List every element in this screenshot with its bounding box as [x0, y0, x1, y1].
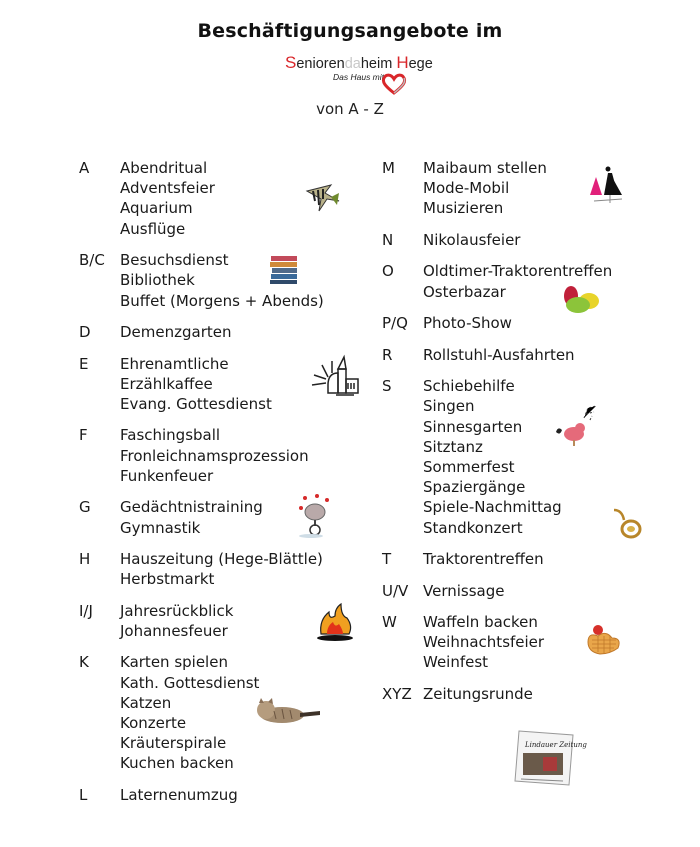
letter-group [79, 425, 324, 486]
letter-group [382, 684, 612, 704]
activity-item: Sitztanz [423, 437, 483, 456]
activity-item: Faschingsball [120, 426, 221, 445]
activity-list [423, 684, 533, 704]
activity-list [120, 549, 323, 589]
activity-item: Rollstuhl-Ausfahrten [423, 345, 575, 364]
activity-item: Standkonzert [423, 518, 523, 537]
kitten-icon [252, 697, 322, 727]
activity-item: Abendritual [120, 159, 208, 177]
activity-item: Aquarium [120, 199, 193, 218]
activity-item: Nikolausfeier [423, 230, 521, 249]
letter-label: H [79, 550, 91, 569]
letter-label: S [382, 377, 392, 396]
juggling-brain-icon [297, 494, 333, 538]
angelfish-icon [305, 183, 341, 213]
activity-item: Gedächtnistraining [120, 498, 263, 517]
activity-list [120, 601, 233, 641]
letter-label: I/J [79, 601, 93, 620]
letter-group [382, 345, 612, 365]
letter-group [382, 612, 612, 673]
letter-group [79, 549, 324, 589]
letter-group [79, 601, 324, 641]
activity-list [423, 313, 512, 333]
activity-item: Johannesfeuer [120, 621, 228, 640]
letter-label: T [382, 550, 392, 569]
activity-item: Sommerfest [423, 457, 515, 476]
activity-item: Besuchsdienst [120, 251, 229, 270]
letter-label: P/Q [382, 314, 408, 333]
fashion-mannequins-icon [586, 165, 626, 205]
activity-item: Konzerte [120, 714, 187, 733]
activity-item: Karten spielen [120, 653, 228, 672]
activity-item: Demenzgarten [120, 323, 232, 342]
activity-item: Evang. Gottesdienst [120, 394, 272, 413]
letter-group [382, 158, 612, 219]
activity-item: Buffet (Morgens + Abends) [120, 291, 324, 310]
letter-group [382, 230, 612, 250]
activity-item: Oldtimer-Traktorentreffen [423, 262, 613, 281]
letter-label: O [382, 262, 394, 281]
church-icon [310, 355, 360, 397]
activity-item: Schiebehilfe [423, 377, 515, 396]
activity-item: Ehrenamtliche [120, 354, 229, 373]
activity-list [120, 158, 215, 239]
singing-bird-icon [554, 404, 600, 446]
jellybeans-icon [561, 285, 601, 315]
letter-label: B/C [79, 251, 105, 270]
letter-group [79, 158, 324, 239]
letter-group [382, 376, 612, 538]
letter-label: M [382, 159, 395, 177]
activity-item: Osterbazar [423, 282, 506, 301]
letter-label: R [382, 345, 393, 364]
activity-list [120, 785, 238, 805]
activity-list [120, 354, 272, 415]
activity-item: Ausflüge [120, 219, 186, 238]
activity-item: Kuchen backen [120, 754, 234, 773]
logo-name: Seniorendaheim Hege [285, 53, 433, 72]
letter-label: D [79, 323, 91, 342]
activity-list [120, 425, 309, 486]
letter-label: F [79, 426, 88, 445]
logo [285, 53, 445, 98]
activity-item: Gymnastik [120, 518, 201, 537]
activity-list [423, 158, 547, 219]
letter-label: U/V [382, 581, 409, 600]
activity-item: Photo-Show [423, 314, 512, 333]
activity-item: Kräuterspirale [120, 734, 227, 753]
heart-icon [381, 73, 407, 95]
activity-item: Waffeln backen [423, 613, 538, 632]
activity-list [120, 652, 259, 773]
activity-item: Maibaum stellen [423, 159, 547, 177]
activity-item: Singen [423, 397, 475, 416]
activity-list [423, 345, 575, 365]
activity-item: Katzen [120, 693, 172, 712]
activity-item: Funkenfeuer [120, 466, 214, 485]
letter-label: E [79, 354, 89, 373]
subtitle: von A - Z [316, 100, 384, 118]
letter-group [79, 785, 324, 805]
activity-item: Vernissage [423, 581, 505, 600]
activity-item: Bibliothek [120, 271, 195, 290]
activity-item: Adventsfeier [120, 179, 215, 198]
activity-list [423, 376, 562, 538]
letter-label: L [79, 785, 88, 804]
activity-item: Mode-Mobil [423, 179, 510, 198]
logo-tagline: Das Haus mit [333, 72, 385, 82]
activity-list [423, 230, 520, 250]
activity-item: Jahresrückblick [120, 601, 234, 620]
activity-item: Erzählkaffee [120, 374, 213, 393]
activity-item: Weinfest [423, 653, 489, 672]
page-title: Beschäftigungsangebote im [197, 20, 503, 42]
letter-group [382, 581, 612, 601]
letter-group [382, 313, 612, 333]
letter-label: N [382, 230, 394, 249]
activity-list [120, 497, 263, 537]
letter-label: K [79, 653, 89, 672]
activity-item: Weihnachtsfeier [423, 633, 545, 652]
letter-group [79, 322, 324, 342]
activity-item: Traktorentreffen [423, 550, 544, 569]
letter-group [79, 354, 324, 415]
activity-item: Herbstmarkt [120, 570, 215, 589]
letter-group [79, 497, 324, 537]
activity-list [423, 612, 544, 673]
waffle-hearts-icon [584, 624, 622, 656]
activity-item: Spaziergänge [423, 478, 526, 497]
letter-label: W [382, 613, 397, 632]
newspaper-icon [513, 727, 587, 787]
activity-list [423, 549, 544, 569]
campfire-icon [315, 602, 355, 642]
books-icon [268, 253, 300, 285]
letter-group [382, 549, 612, 569]
activity-item: Sinnesgarten [423, 417, 523, 436]
letter-label: G [79, 498, 91, 517]
activity-item: Hauszeitung (Hege-Blättle) [120, 550, 323, 569]
activity-item: Spiele-Nachmittag [423, 498, 562, 517]
activity-item: Fronleichnamsprozession [120, 446, 309, 465]
activity-list [120, 322, 232, 342]
newspaper-title: Lindauer Zeitung [525, 741, 587, 749]
activity-item: Musizieren [423, 199, 504, 218]
tuba-icon [612, 508, 642, 540]
activity-list [423, 581, 504, 601]
activity-item: Kath. Gottesdienst [120, 673, 260, 692]
activity-item: Laternenumzug [120, 785, 238, 804]
activity-item: Zeitungsrunde [423, 684, 533, 703]
letter-label: XYZ [382, 684, 412, 703]
letter-label: A [79, 159, 90, 177]
